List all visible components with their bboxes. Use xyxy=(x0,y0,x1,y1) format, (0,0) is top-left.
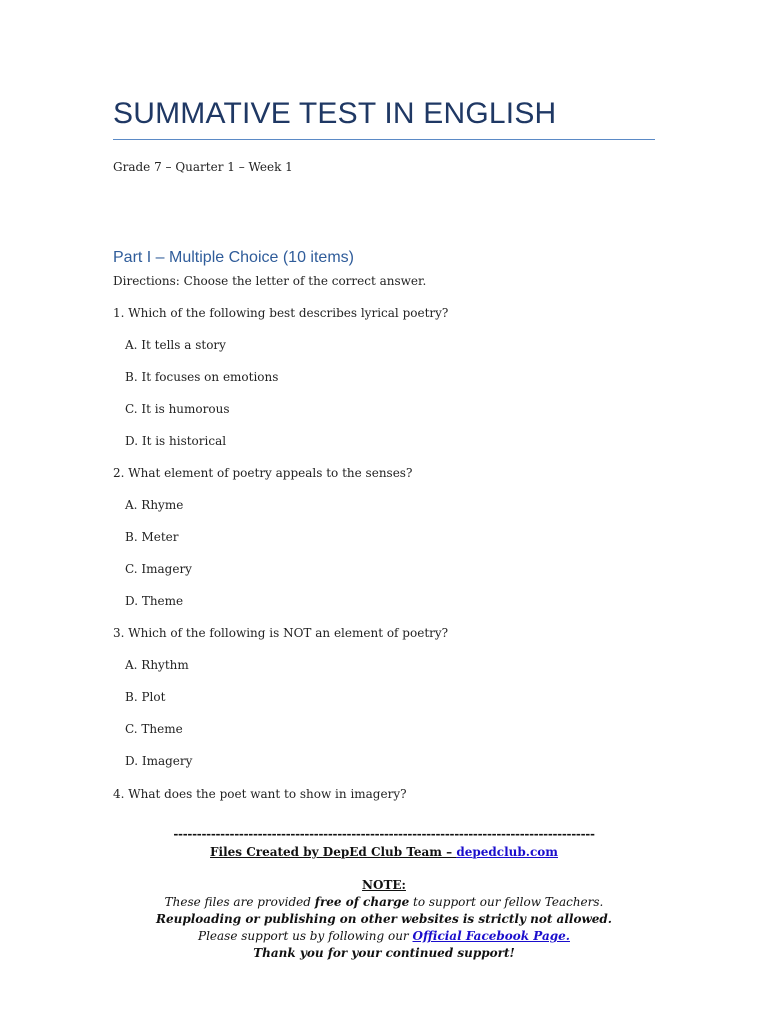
footer-dashed-divider: ------------------------------------------------------------------------------------------ xyxy=(173,827,595,841)
note-line4-text: Thank you for your continued support! xyxy=(253,946,515,960)
question-1-option-b: B. It focuses on emotions xyxy=(125,370,279,384)
document-title: SUMMATIVE TEST IN ENGLISH xyxy=(113,97,557,130)
footer-credit-text: Files Created by DepEd Club Team – xyxy=(210,845,457,859)
note-line3-text: Please support us by following our xyxy=(198,929,413,943)
document-subtitle: Grade 7 – Quarter 1 – Week 1 xyxy=(113,160,293,174)
question-2: 2. What element of poetry appeals to the senses? xyxy=(113,466,413,480)
note-line-free-of-charge xyxy=(113,894,655,911)
question-2-option-a: A. Rhyme xyxy=(125,498,184,512)
question-1-option-d: D. It is historical xyxy=(125,434,227,448)
note-line-thank-you xyxy=(113,945,655,962)
question-1: 1. Which of the following best describes lyrical poetry? xyxy=(113,306,449,320)
note-label: NOTE: xyxy=(362,878,406,892)
question-3: 3. Which of the following is NOT an element of poetry? xyxy=(113,626,449,640)
question-3-option-b: B. Plot xyxy=(125,690,166,704)
note-line-follow-facebook xyxy=(113,928,655,945)
question-3-option-d: D. Imagery xyxy=(125,754,193,768)
depedclub-link[interactable]: depedclub.com xyxy=(456,845,558,859)
facebook-page-link[interactable]: Official Facebook Page. xyxy=(412,929,570,943)
note-line1-part-c: to support our fellow Teachers. xyxy=(409,895,604,909)
note-line2-text: Reuploading or publishing on other websites is strictly not allowed. xyxy=(156,912,612,926)
question-2-option-b: B. Meter xyxy=(125,530,179,544)
question-1-option-a: A. It tells a story xyxy=(125,338,226,352)
question-3-option-c: C. Theme xyxy=(125,722,183,736)
note-line-no-reupload xyxy=(113,911,655,928)
question-2-option-c: C. Imagery xyxy=(125,562,192,576)
question-1-option-c: C. It is humorous xyxy=(125,402,230,416)
part1-heading: Part I – Multiple Choice (10 items) xyxy=(113,249,354,266)
note-line1-part-a: These files are provided xyxy=(164,895,315,909)
question-2-option-d: D. Theme xyxy=(125,594,184,608)
question-3-option-a: A. Rhythm xyxy=(125,658,189,672)
note-line1-free-of-charge: free of charge xyxy=(314,895,410,909)
title-underline-divider xyxy=(113,139,655,140)
question-4: 4. What does the poet want to show in imagery? xyxy=(113,787,407,801)
footer-credit xyxy=(113,844,655,861)
footer-notice xyxy=(113,826,655,962)
part1-directions: Directions: Choose the letter of the correct answer. xyxy=(113,274,427,288)
